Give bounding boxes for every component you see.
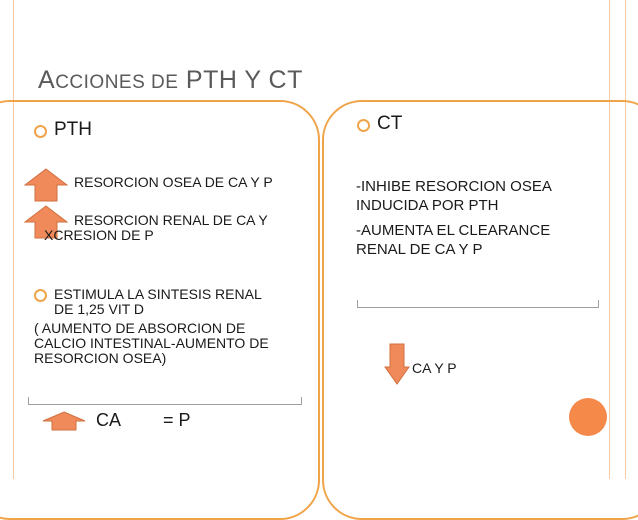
pth-bottom-p: = P <box>163 410 191 430</box>
ct-item-1-line2: INDUCIDA POR PTH <box>356 197 499 214</box>
ct-bullet-icon <box>357 119 370 132</box>
pth-item-3-note-2: CALCIO INTESTINAL-AUMENTO DE <box>34 335 269 351</box>
title-rest: PTH Y CT <box>185 66 303 94</box>
pth-bracket <box>28 397 302 405</box>
pth-item-2-line2: XCRESION DE P <box>44 227 154 243</box>
pth-item-3-note-1: ( AUMENTO DE ABSORCION DE <box>34 320 246 336</box>
accent-dot <box>569 398 607 436</box>
pth-bullet-icon <box>34 125 47 138</box>
slide-title <box>38 66 303 95</box>
ct-item-1-line1: -INHIBE RESORCION OSEA <box>356 178 552 195</box>
up-arrow-icon <box>42 411 86 431</box>
ct-down-label: CA Y P <box>412 360 457 376</box>
up-arrow-icon <box>24 168 68 202</box>
ct-header: CT <box>377 113 403 134</box>
pth-item-1: RESORCION OSEA DE CA Y P <box>74 174 273 190</box>
ct-bracket <box>357 300 599 308</box>
title-cap: A <box>38 66 56 94</box>
pth-item-3-line2: DE 1,25 VIT D <box>54 301 145 317</box>
pth-bottom-ca: CA <box>96 410 122 430</box>
pth-item-3-line1: ESTIMULA LA SINTESIS RENAL <box>54 286 262 302</box>
pth-item-3-note-3: RESORCION OSEA) <box>34 350 167 366</box>
pth-item-2-line1: RESORCION RENAL DE CA Y <box>74 212 268 228</box>
ct-item-2-line2: RENAL DE CA Y P <box>356 241 483 258</box>
title-small: CCIONES DE <box>55 72 179 93</box>
ct-panel <box>322 100 638 520</box>
pth-bullet-icon <box>34 289 47 302</box>
ct-item-2-line1: -AUMENTA EL CLEARANCE <box>356 222 551 239</box>
down-arrow-icon <box>384 343 410 385</box>
pth-panel <box>0 100 320 520</box>
pth-header: PTH <box>54 119 92 140</box>
